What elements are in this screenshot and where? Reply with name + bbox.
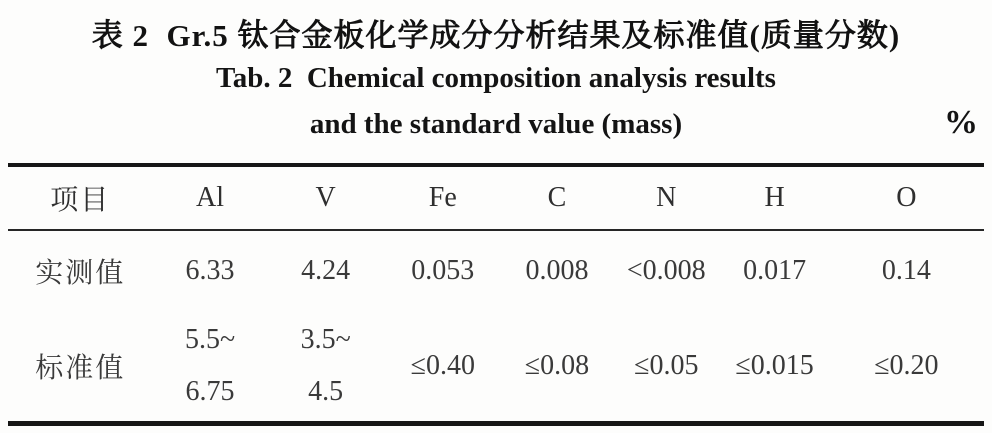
standard-v-range [268, 314, 384, 418]
measured-v: 4.24 [301, 255, 351, 286]
standard-al-range [152, 314, 267, 418]
standard-fe: ≤0.40 [410, 350, 475, 381]
measured-values-row [8, 230, 984, 311]
column-header-c: C [502, 165, 612, 230]
standard-h: ≤0.015 [735, 350, 814, 381]
standard-v-range-min: 3.5~ [300, 324, 351, 355]
table-title-english-line1: Tab. 2 Chemical composition analysis results [216, 62, 776, 94]
column-header-al: Al [152, 165, 267, 230]
standard-n: ≤0.05 [634, 350, 699, 381]
column-header-v: V [268, 165, 384, 230]
standard-al-range-max: 6.75 [185, 376, 235, 407]
measured-h: 0.017 [743, 255, 807, 286]
row-label-measured: 实测值 [35, 258, 126, 289]
column-header-fe: Fe [384, 165, 502, 230]
header-row [8, 165, 984, 230]
column-header-h: H [720, 165, 828, 230]
unit-percent-label: % [944, 104, 978, 141]
column-header-o: O [829, 165, 984, 230]
measured-o: 0.14 [881, 255, 931, 286]
composition-table [8, 163, 984, 426]
measured-fe: 0.053 [411, 255, 475, 286]
measured-n: <0.008 [626, 255, 706, 286]
table-title-english-line2: and the standard value (mass) [309, 108, 683, 140]
standard-c: ≤0.08 [524, 350, 590, 381]
standard-al [152, 311, 267, 424]
standard-al-range-min: 5.5~ [184, 324, 236, 355]
standard-v [268, 311, 384, 424]
measured-c: 0.008 [525, 255, 589, 286]
composition-table-container [8, 163, 984, 426]
standard-o: ≤0.20 [874, 350, 939, 381]
standard-v-range-max: 4.5 [308, 376, 344, 407]
column-header-item: 项目 [8, 165, 152, 230]
column-header-n: N [612, 165, 720, 230]
measured-al: 6.33 [185, 255, 235, 286]
standard-values-row [8, 311, 984, 424]
table-title-chinese: 表 2 Gr.5 钛合金板化学成分分析结果及标准值(质量分数) [91, 18, 901, 53]
row-label-standard: 标准值 [35, 353, 126, 384]
